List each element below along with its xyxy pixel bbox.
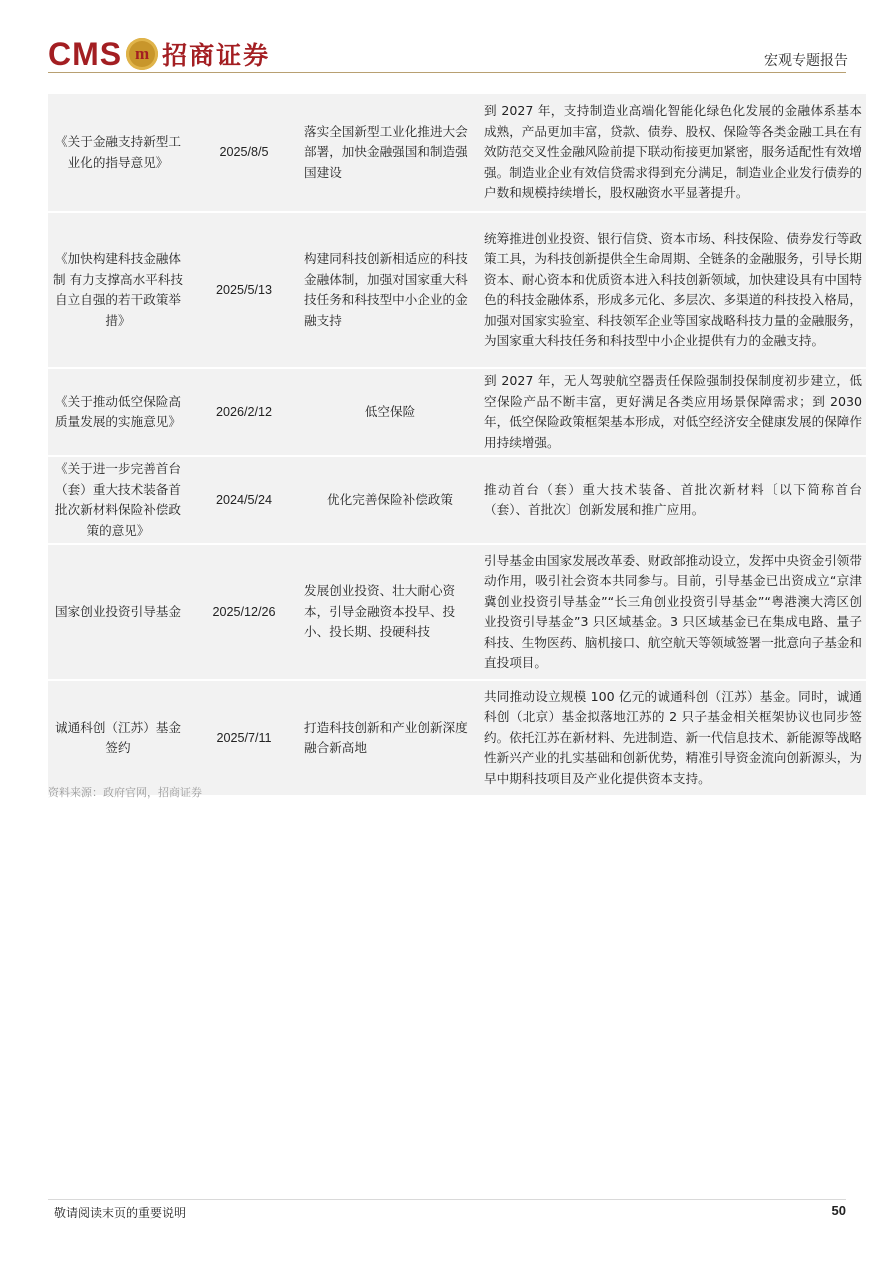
logo-latin-text: CMS [48, 35, 123, 72]
policy-description-cell: 优化完善保险补偿政策 [300, 456, 480, 544]
policy-date-cell: 2025/5/13 [188, 212, 300, 368]
policy-table [48, 94, 866, 797]
table-row [48, 94, 866, 212]
table-row [48, 544, 866, 680]
policy-content-cell: 引导基金由国家发展改革委、财政部推动设立，发挥中央资金引领带动作用，吸引社会资本共同参与。目前，引导基金已出资成立“京津冀创业投资引导基金”“长三角创业投资引导基金”“粤港澳大湾区创业投资引导基金”3 只区域基金。3 只区域基金已在集成电路、量子科技、生物医药、脑机接口、航空航天等领域签署一批意向子基金和直投项目。 [480, 544, 866, 680]
page-number: 50 [831, 1203, 846, 1218]
policy-name-cell: 国家创业投资引导基金 [48, 544, 188, 680]
policy-date-cell: 2024/5/24 [188, 456, 300, 544]
table-row [48, 680, 866, 796]
policy-description-cell: 落实全国新型工业化推进大会部署，加快金融强国和制造强国建设 [300, 94, 480, 212]
source-note: 资料来源：政府官网，招商证券 [48, 786, 202, 799]
table-row [48, 368, 866, 456]
policy-name-cell: 《关于进一步完善首台（套）重大技术装备首批次新材料保险补偿政策的意见》 [48, 456, 188, 544]
report-type-label: 宏观专题报告 [764, 53, 848, 69]
policy-content-cell: 推动首台（套）重大技术装备、首批次新材料〔以下简称首台（套）、首批次〕创新发展和推广应用。 [480, 456, 866, 544]
policy-name-cell: 《加快构建科技金融体制 有力支撑高水平科技自立自强的若干政策举措》 [48, 212, 188, 368]
policy-content-cell: 共同推动设立规模 100 亿元的诚通科创（江苏）基金。同时，诚通科创（北京）基金拟落地江苏的 2 只子基金相关框架协议也同步签约。依托江苏在新材料、先进制造、新一代信息技术、新能源等战略性新兴产业的扎实基础和创新优势，精准引导资金流向创新源头，为早中期科技项目及产业化提供资本支持。 [480, 680, 866, 796]
policy-name-cell: 《关于推动低空保险高质量发展的实施意见》 [48, 368, 188, 456]
policy-content-cell: 到 2027 年，支持制造业高端化智能化绿色化发展的金融体系基本成熟，产品更加丰富，贷款、债券、股权、保险等各类金融工具在有效防范交叉性金融风险前提下联动衔接更加紧密，服务适配性有效增强。制造业企业有效信贷需求得到充分满足，制造业企业发行债券的户数和规模持续增长，股权融资水平显著提升。 [480, 94, 866, 212]
policy-date-cell: 2026/2/12 [188, 368, 300, 456]
policy-description-cell: 低空保险 [300, 368, 480, 456]
header-divider [48, 72, 846, 73]
policy-description-cell: 发展创业投资、壮大耐心资本，引导金融资本投早、投小、投长期、投硬科技 [300, 544, 480, 680]
policy-content-cell: 到 2027 年，无人驾驶航空器责任保险强制投保制度初步建立，低空保险产品不断丰富，更好满足各类应用场景保障需求；到 2030 年，低空保险政策框架基本形成，对低空经济安全健康发展的保障作用持续增强。 [480, 368, 866, 456]
policy-description-cell: 构建同科技创新相适应的科技金融体制，加强对国家重大科技任务和科技型中小企业的金融支持 [300, 212, 480, 368]
page-header [48, 30, 848, 74]
table-row [48, 456, 866, 544]
policy-content-cell: 统筹推进创业投资、银行信贷、资本市场、科技保险、债券发行等政策工具，为科技创新提供全生命周期、全链条的金融服务，引导长期资本、耐心资本和优质资本进入科技创新领域，加快建设具有中国特色的科技金融体系，形成多元化、多层次、多渠道的科技投入格局，加强对国家实验室、科技领军企业等国家战略科技力量的金融服务，为国家重大科技任务和科技型中小企业提供有力的金融支持。 [480, 212, 866, 368]
logo-chinese-text: 招商证券 [162, 41, 271, 70]
policy-name-cell: 《关于金融支持新型工业化的指导意见》 [48, 94, 188, 212]
footer-disclaimer-note: 敬请阅读末页的重要说明 [54, 1206, 187, 1220]
policy-description-cell: 打造科技创新和产业创新深度融合新高地 [300, 680, 480, 796]
policy-name-cell: 诚通科创（江苏）基金签约 [48, 680, 188, 796]
policy-date-cell: 2025/12/26 [188, 544, 300, 680]
company-logo [48, 34, 270, 74]
logo-badge-icon: m [126, 38, 158, 70]
table-row [48, 212, 866, 368]
policy-date-cell: 2025/7/11 [188, 680, 300, 796]
policy-date-cell: 2025/8/5 [188, 94, 300, 212]
footer-divider [48, 1199, 846, 1200]
